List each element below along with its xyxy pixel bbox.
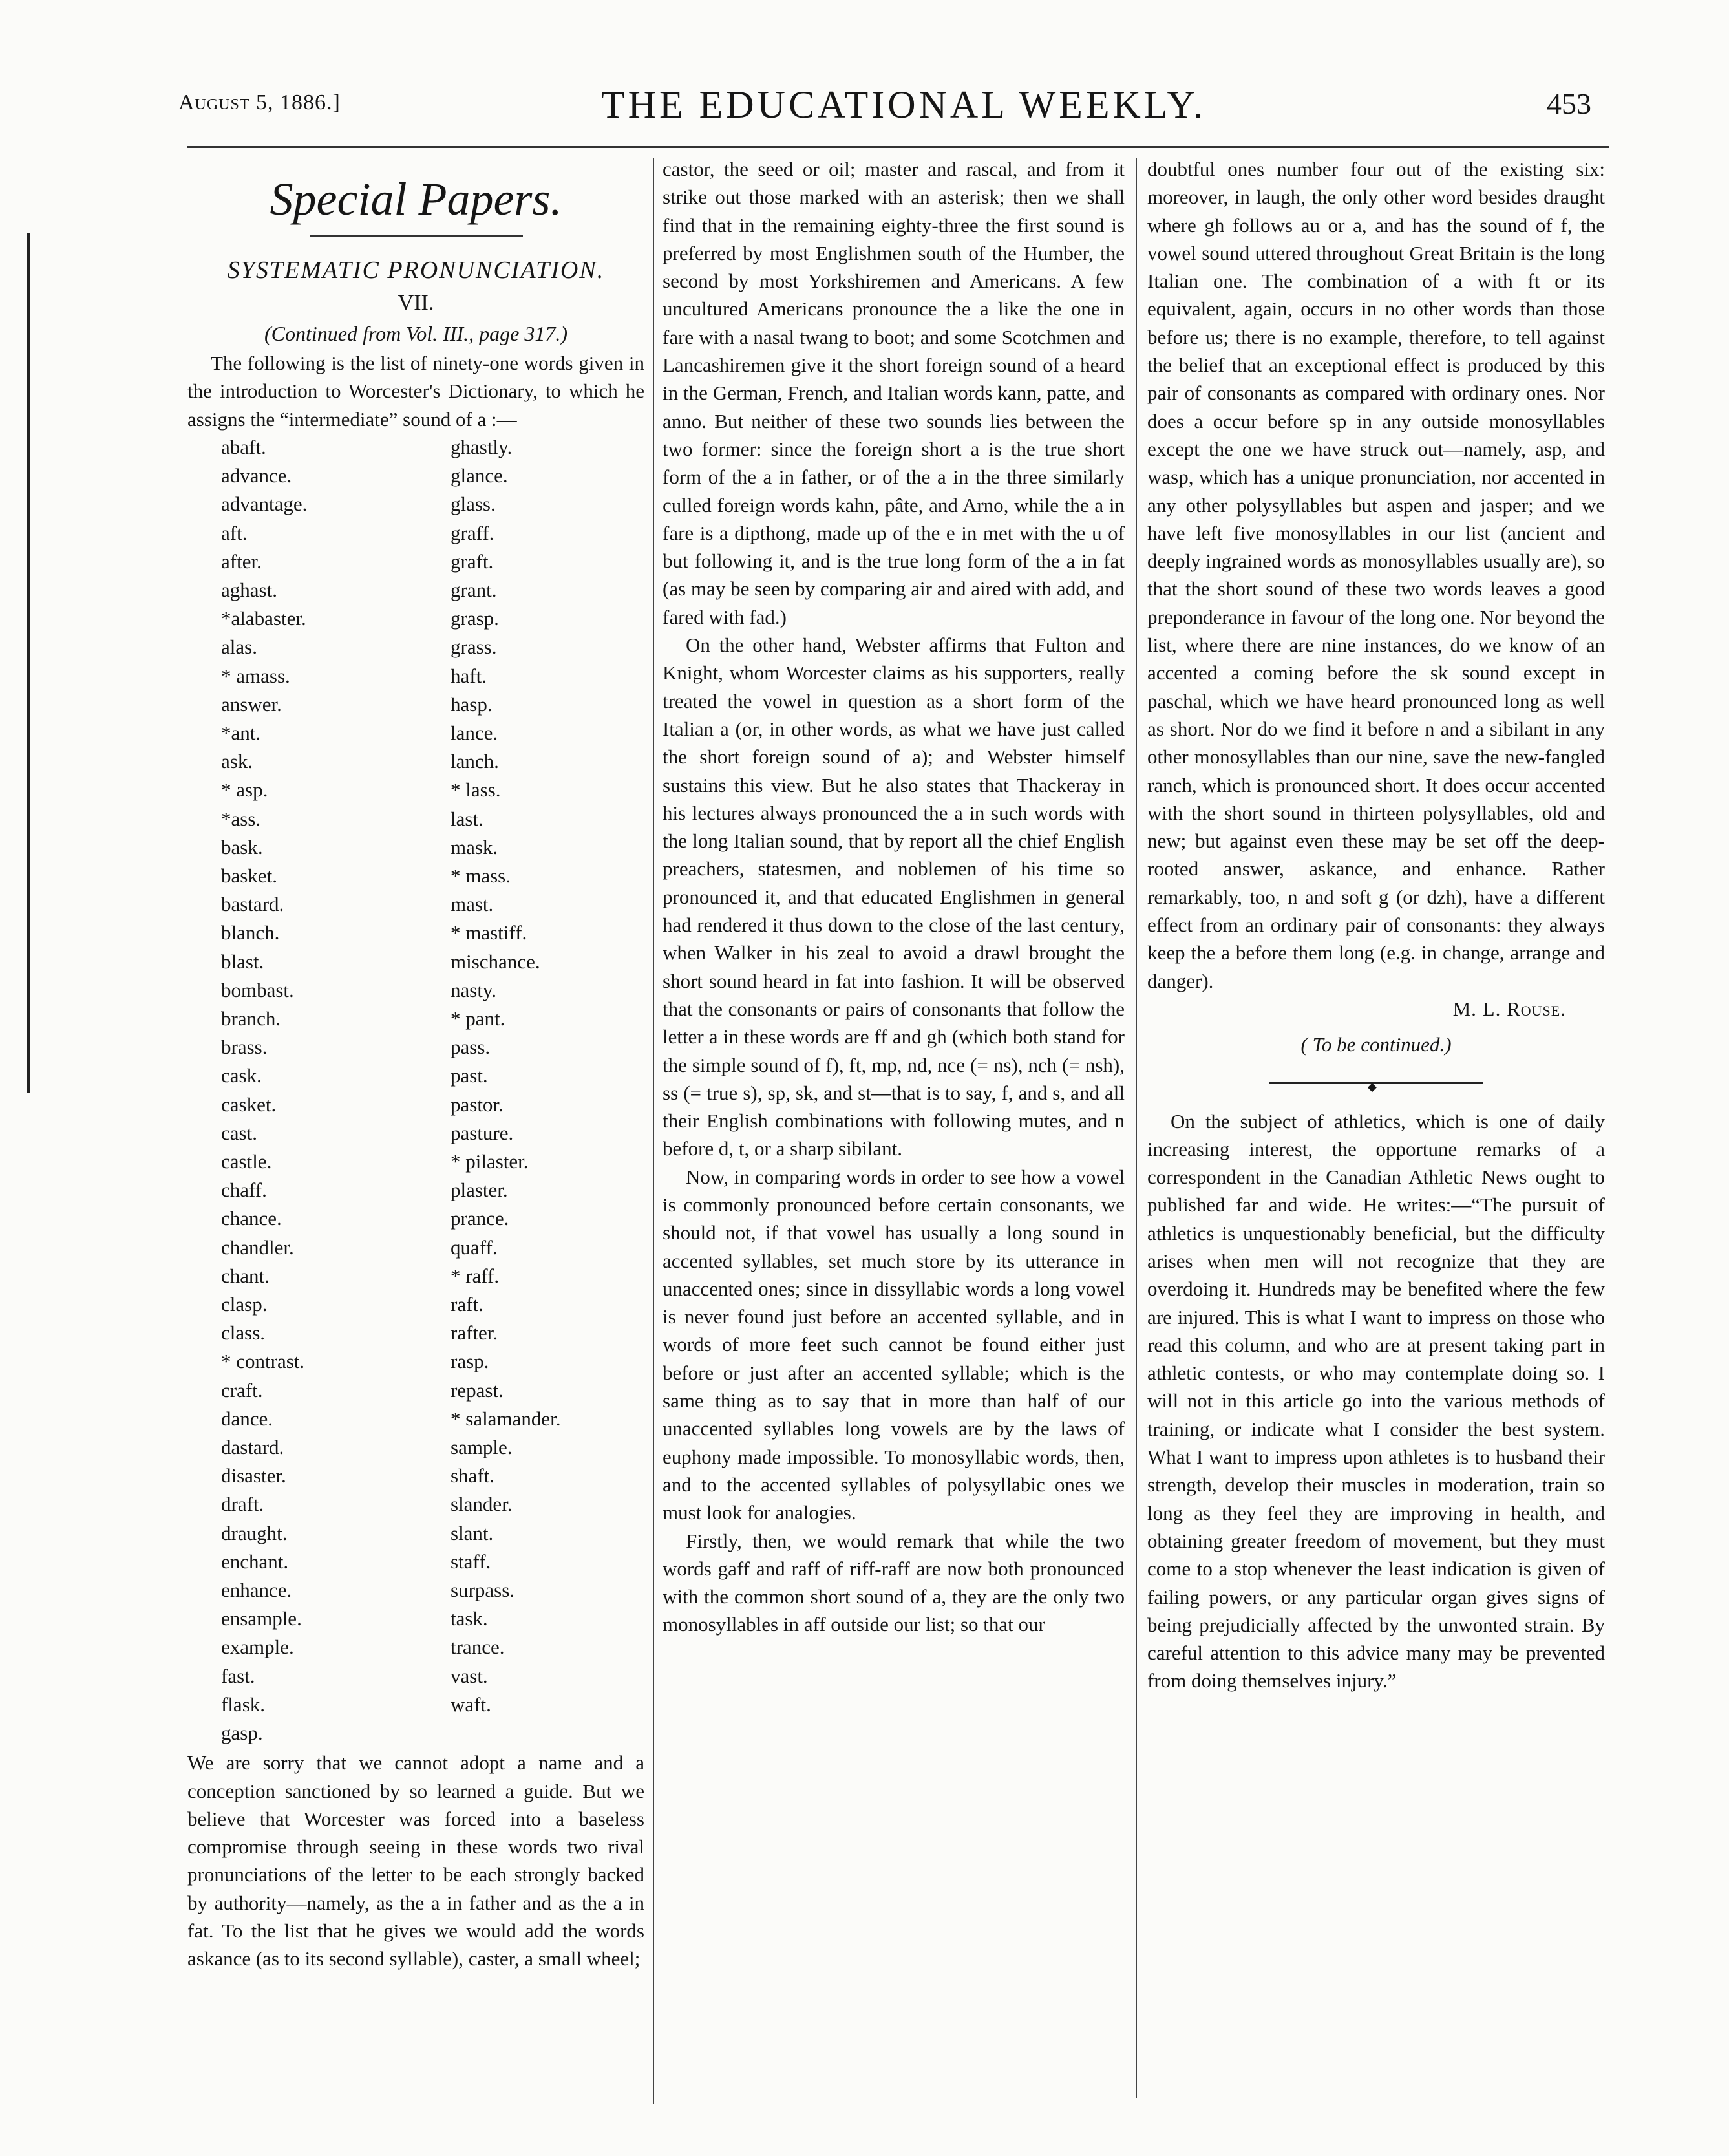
word-list-item: prance. [451, 1207, 509, 1230]
word-list-item: task. [451, 1607, 488, 1630]
column-1 [187, 155, 644, 1973]
word-list-item: grant. [451, 578, 497, 601]
word-list-item: graff. [451, 521, 494, 544]
word-list-item: mischance. [451, 950, 540, 973]
author-signature: M. L. Rouse. [1452, 997, 1566, 1020]
word-list-item: ask. [221, 750, 253, 773]
word-list-item: plaster. [451, 1179, 508, 1202]
word-list-item: castle. [221, 1149, 272, 1173]
word-list-item: raft. [451, 1292, 483, 1316]
paragraph: castor, the seed or oil; master and rascal, and from it strike out those marked with an asterisk; then we shall find that in the remaining eighty-three the first sound is preferred by most Englishmen south of the Humber, the second by most Yorkshiremen and Americans. A few uncultured Americans pronounce the a like the one in fare with a nasal twang to boot; and some Scotchmen and Lancashiremen give it the short foreign sound of a heard in the German, French, and Italian words kann, patte, and anno. But neither of these two sounds lies between the two former: since the foreign short a is the true short form of the a in father, or of the a in the three similarly culled foreign words kahn, pâte, and Arno, while the a in fare is a dipthong, made up of the e in met with the u of but following it, and is the true long form of the a in fat (as may be seen by comparing air and aired with add, and fared with fad.) [663, 158, 1125, 628]
word-list-item: basket. [221, 864, 277, 887]
word-list-item: aft. [221, 521, 248, 544]
word-list-item: blanch. [221, 921, 280, 945]
word-list-item: fast. [221, 1664, 255, 1687]
word-list-item: waft. [451, 1692, 491, 1716]
paragraph: Now, in comparing words in order to see how a vowel is commonly pronounced before certain consonants, we should not, if that vowel has usually a long sound in accented syllables, set much store by its utterance in unaccented ones; since in dissyllabic words a long vowel is never found just before an accented syllable, and in words of more feet such cannot be found either just before or just after an accented syllable; which is the same thing as to say that in more than half of our unaccented syllables long vowels are by the laws of euphony made impossible. To monosyllabic words, then, and to the accented syllables of polysyllabic ones we must look for analogies. [663, 1165, 1125, 1524]
word-list-item: ensample. [221, 1607, 302, 1630]
page-number: 453 [1547, 87, 1591, 120]
word-list-item: hasp. [451, 692, 493, 716]
word-list-item: aghast. [221, 578, 277, 601]
word-list-item: * lass. [451, 778, 501, 802]
word-list-item: grasp. [451, 607, 499, 630]
word-list-item: glass. [451, 493, 496, 516]
word-list-item: shaft. [451, 1464, 495, 1488]
word-list-item: slant. [451, 1521, 494, 1544]
word-list-item: cast. [221, 1121, 257, 1144]
word-list-item: pasture. [451, 1121, 514, 1144]
word-list-item: bastard. [221, 893, 284, 916]
word-list-item: * mastiff. [451, 921, 527, 945]
word-list [221, 433, 644, 1747]
header-rule [187, 146, 1609, 148]
word-list-item: chant. [221, 1264, 270, 1287]
word-list-item: abaft. [221, 435, 266, 458]
word-list-item: * amass. [221, 664, 290, 687]
word-list-item: * salamander. [451, 1407, 561, 1430]
word-list-item: draught. [221, 1521, 288, 1544]
word-list-item: advance. [221, 464, 292, 487]
article-number: VII. [398, 291, 434, 315]
word-list-item: flask. [221, 1692, 266, 1716]
word-list-item: vast. [451, 1664, 488, 1687]
word-list-item: rafter. [451, 1321, 498, 1345]
word-list-item: * pant. [451, 1007, 505, 1030]
word-list-item: casket. [221, 1093, 277, 1116]
word-list-item: trance. [451, 1636, 505, 1659]
issue-date: August 5, 1886.] [178, 91, 341, 114]
word-list-item: lance. [451, 721, 498, 744]
word-list-item: disaster. [221, 1464, 286, 1488]
word-list-item: blast. [221, 950, 264, 973]
paragraph: On the other hand, Webster affirms that Fulton and Knight, whom Worcester claims as his supporters, really treated the vowel in question as a short form of the Italian a (or, in other words, as what we have just called the short foreign sound of a); and Webster himself sustains this view. But he also states that Thackeray in his lectures always pronounced the a in such words with the long Italian sound, that by report all the chief English preachers, statesmen, and noblemen of his time so pronounced it, and that educated Englishmen in general had rendered it thus down to the close of the last century, when Walker in his zeal to avoid a drawl brought the short sound heard in fat into fashion. It will be observed that the consonants or pairs of consonants that follow the letter a in these words are ff and gh (which both stand for the simple sound of f), ft, mp, nd, nce (= ns), nch (= nsh), ss (= true s), sp, sk, and st—that is to say, f, and s, and all their English combinations with following mutes, and n before d, t, or a sharp sibilant. [663, 634, 1125, 1160]
word-list-item: surpass. [451, 1579, 515, 1602]
word-list-item: *ant. [221, 721, 261, 744]
word-list-item: dance. [221, 1407, 273, 1430]
word-list-item: bask. [221, 835, 263, 859]
ornamental-rule [1269, 1082, 1483, 1084]
word-list-item: branch. [221, 1007, 281, 1030]
word-list-item: grass. [451, 635, 497, 659]
word-list-item: cask. [221, 1064, 262, 1087]
word-list-item: haft. [451, 664, 487, 687]
word-list-item: * pilaster. [451, 1149, 529, 1173]
athletics-note: On the subject of athletics, which is one of daily increasing interest, the opportune remarks of a correspondent in the Canadian Athletic News ought to published far and wide. He writes:—“The pursuit of athletics is unquestionably beneficial, but the difficulty arises when men will not recognize that they are overdoing it. Hundreds may be benefited where the few are injured. This is what I want to impress on those who read this column, and who are at present taking part in athletic contests, or who may contemplate doing so. I will not in this article go into the various methods of training, or indicate what I consider the best system. What I want to impress upon athletes is to husband their strength, develop their muscles in moderation, train so long as they feel they are improving in health, and obtaining greater freedom of movement, but they must come to a stop whenever the least indication is given of failing powers, or any particular organ gives signs of being prejudicially affected by the unwonted strain. By careful attention to this advice many may be prevented from doing themselves injury.” [1147, 1109, 1605, 1692]
word-list-item: answer. [221, 692, 282, 716]
paragraph: Firstly, then, we would remark that while the two words gaff and raff of riff-raff are now both pronounced with the common short sound of a, they are the only two monosyllables in aff outside our list; so that our [663, 1529, 1125, 1636]
word-list-item: *alabaster. [221, 607, 306, 630]
intro-paragraph: The following is the list of ninety-one words given in the introduction to Worcester's Dictionary, to which he assigns the “intermediate” sound of a :— [187, 352, 644, 431]
word-list-item: rasp. [451, 1350, 489, 1373]
word-list-item: enhance. [221, 1579, 292, 1602]
word-list-item: * asp. [221, 778, 268, 802]
word-list-item: repast. [451, 1378, 504, 1402]
word-list-item: advantage. [221, 493, 308, 516]
word-list-item: * raff. [451, 1264, 500, 1287]
section-title: Special Papers. [270, 173, 562, 225]
word-list-item: after. [221, 550, 262, 573]
word-list-item: chaff. [221, 1179, 267, 1202]
word-list-item: glance. [451, 464, 508, 487]
word-list-item [451, 1719, 664, 1747]
word-list-item: lanch. [451, 750, 499, 773]
word-list-item: dastard. [221, 1436, 284, 1458]
word-list-item: mast. [451, 893, 494, 916]
word-list-item: draft. [221, 1493, 264, 1516]
word-list-item: past. [451, 1064, 488, 1087]
section-rule [310, 235, 523, 237]
paragraph: We are sorry that we cannot adopt a name and a conception sanctioned by so learned a guide. But we believe that Worcester was forced into a baseless compromise through seeing in these words two rival pronunciations of the letter to be each strongly backed by authority—namely, as the a in father and as the a in fat. To the list that he gives we would add the words askance (as to its second syllable), caster, a small wheel; [187, 1751, 644, 1970]
to-be-continued: ( To be continued.) [1300, 1033, 1452, 1056]
word-list-item: clasp. [221, 1292, 268, 1316]
word-list-item: chandler. [221, 1235, 294, 1259]
word-list-item: * mass. [451, 864, 511, 887]
word-list-item: last. [451, 807, 483, 830]
word-list-item: gasp. [221, 1722, 263, 1745]
word-list-item: brass. [221, 1036, 268, 1059]
word-list-item: ghastly. [451, 435, 513, 458]
word-list-item: slander. [451, 1493, 513, 1516]
word-list-item: *ass. [221, 807, 261, 830]
margin-line [27, 233, 30, 1093]
word-list-item: staff. [451, 1550, 491, 1573]
word-list-item: chance. [221, 1207, 282, 1230]
column-divider [1136, 158, 1137, 2098]
page-header [0, 83, 1729, 141]
word-list-item: graft. [451, 550, 494, 573]
word-list-item: mask. [451, 835, 498, 859]
word-list-item: class. [221, 1321, 266, 1345]
paragraph: doubtful ones number four out of the existing six: moreover, in laugh, the only other word besides draught where gh follows au or a, and has the sound of f, the vowel sound uttered throughout Great Britain is the long Italian one. The combination of a with ft or its equivalent, again, occurs in no other words than those before us; there is no example, therefore, to tell against the belief that an exceptional effect is produced by this pair of consonants as compared with ordinary ones. Nor does a occur before sp in any outside monosyllables except the one we have struck out—namely, asp, and wasp, which has a unique pronunciation, nor accented in any other polysyllables but aspen and jasper; and we have left five monosyllables in our list (ancient and deeply ingrained words as monosyllables usually are), so that the short sound of these two words leaves a good preponderance in favour of the long one. Nor beyond the list, where there are nine instances, do we know of an accented a coming before the sk sound except in paschal, which we have heard pronounced long as well as short. Nor do we find it before n and a sibilant in any other monosyllables than our nine, save the new-fangled ranch, which is pronounced short. It does occur accented with the short sound in thirteen polysyllables, old and new; but against even these may be set off the deep-rooted answer, askance, and enhance. Rather remarkably, too, n and soft g (or dzh), have a different effect from an ordinary pair of consonants: they always keep the a before them long (e.g. in change, arrange and danger). [1147, 158, 1605, 992]
word-list-item: bombast. [221, 978, 294, 1001]
word-list-item: example. [221, 1636, 294, 1659]
word-list-item: pastor. [451, 1093, 504, 1116]
word-list-item: * contrast. [221, 1350, 305, 1373]
journal-title: THE EDUCATIONAL WEEKLY. [601, 83, 1207, 126]
word-list-item: pass. [451, 1036, 491, 1059]
word-list-item: sample. [451, 1436, 513, 1458]
column-2 [663, 155, 1125, 1639]
word-list-item: craft. [221, 1378, 263, 1402]
word-list-item: enchant. [221, 1550, 289, 1573]
word-list-item: nasty. [451, 978, 497, 1001]
continued-from: (Continued from Vol. III., page 317.) [264, 322, 567, 345]
word-list-item: alas. [221, 635, 257, 659]
word-list-item: quaff. [451, 1235, 498, 1259]
article-title: SYSTEMATIC PRONUNCIATION. [227, 257, 605, 284]
column-3 [1147, 155, 1605, 1695]
